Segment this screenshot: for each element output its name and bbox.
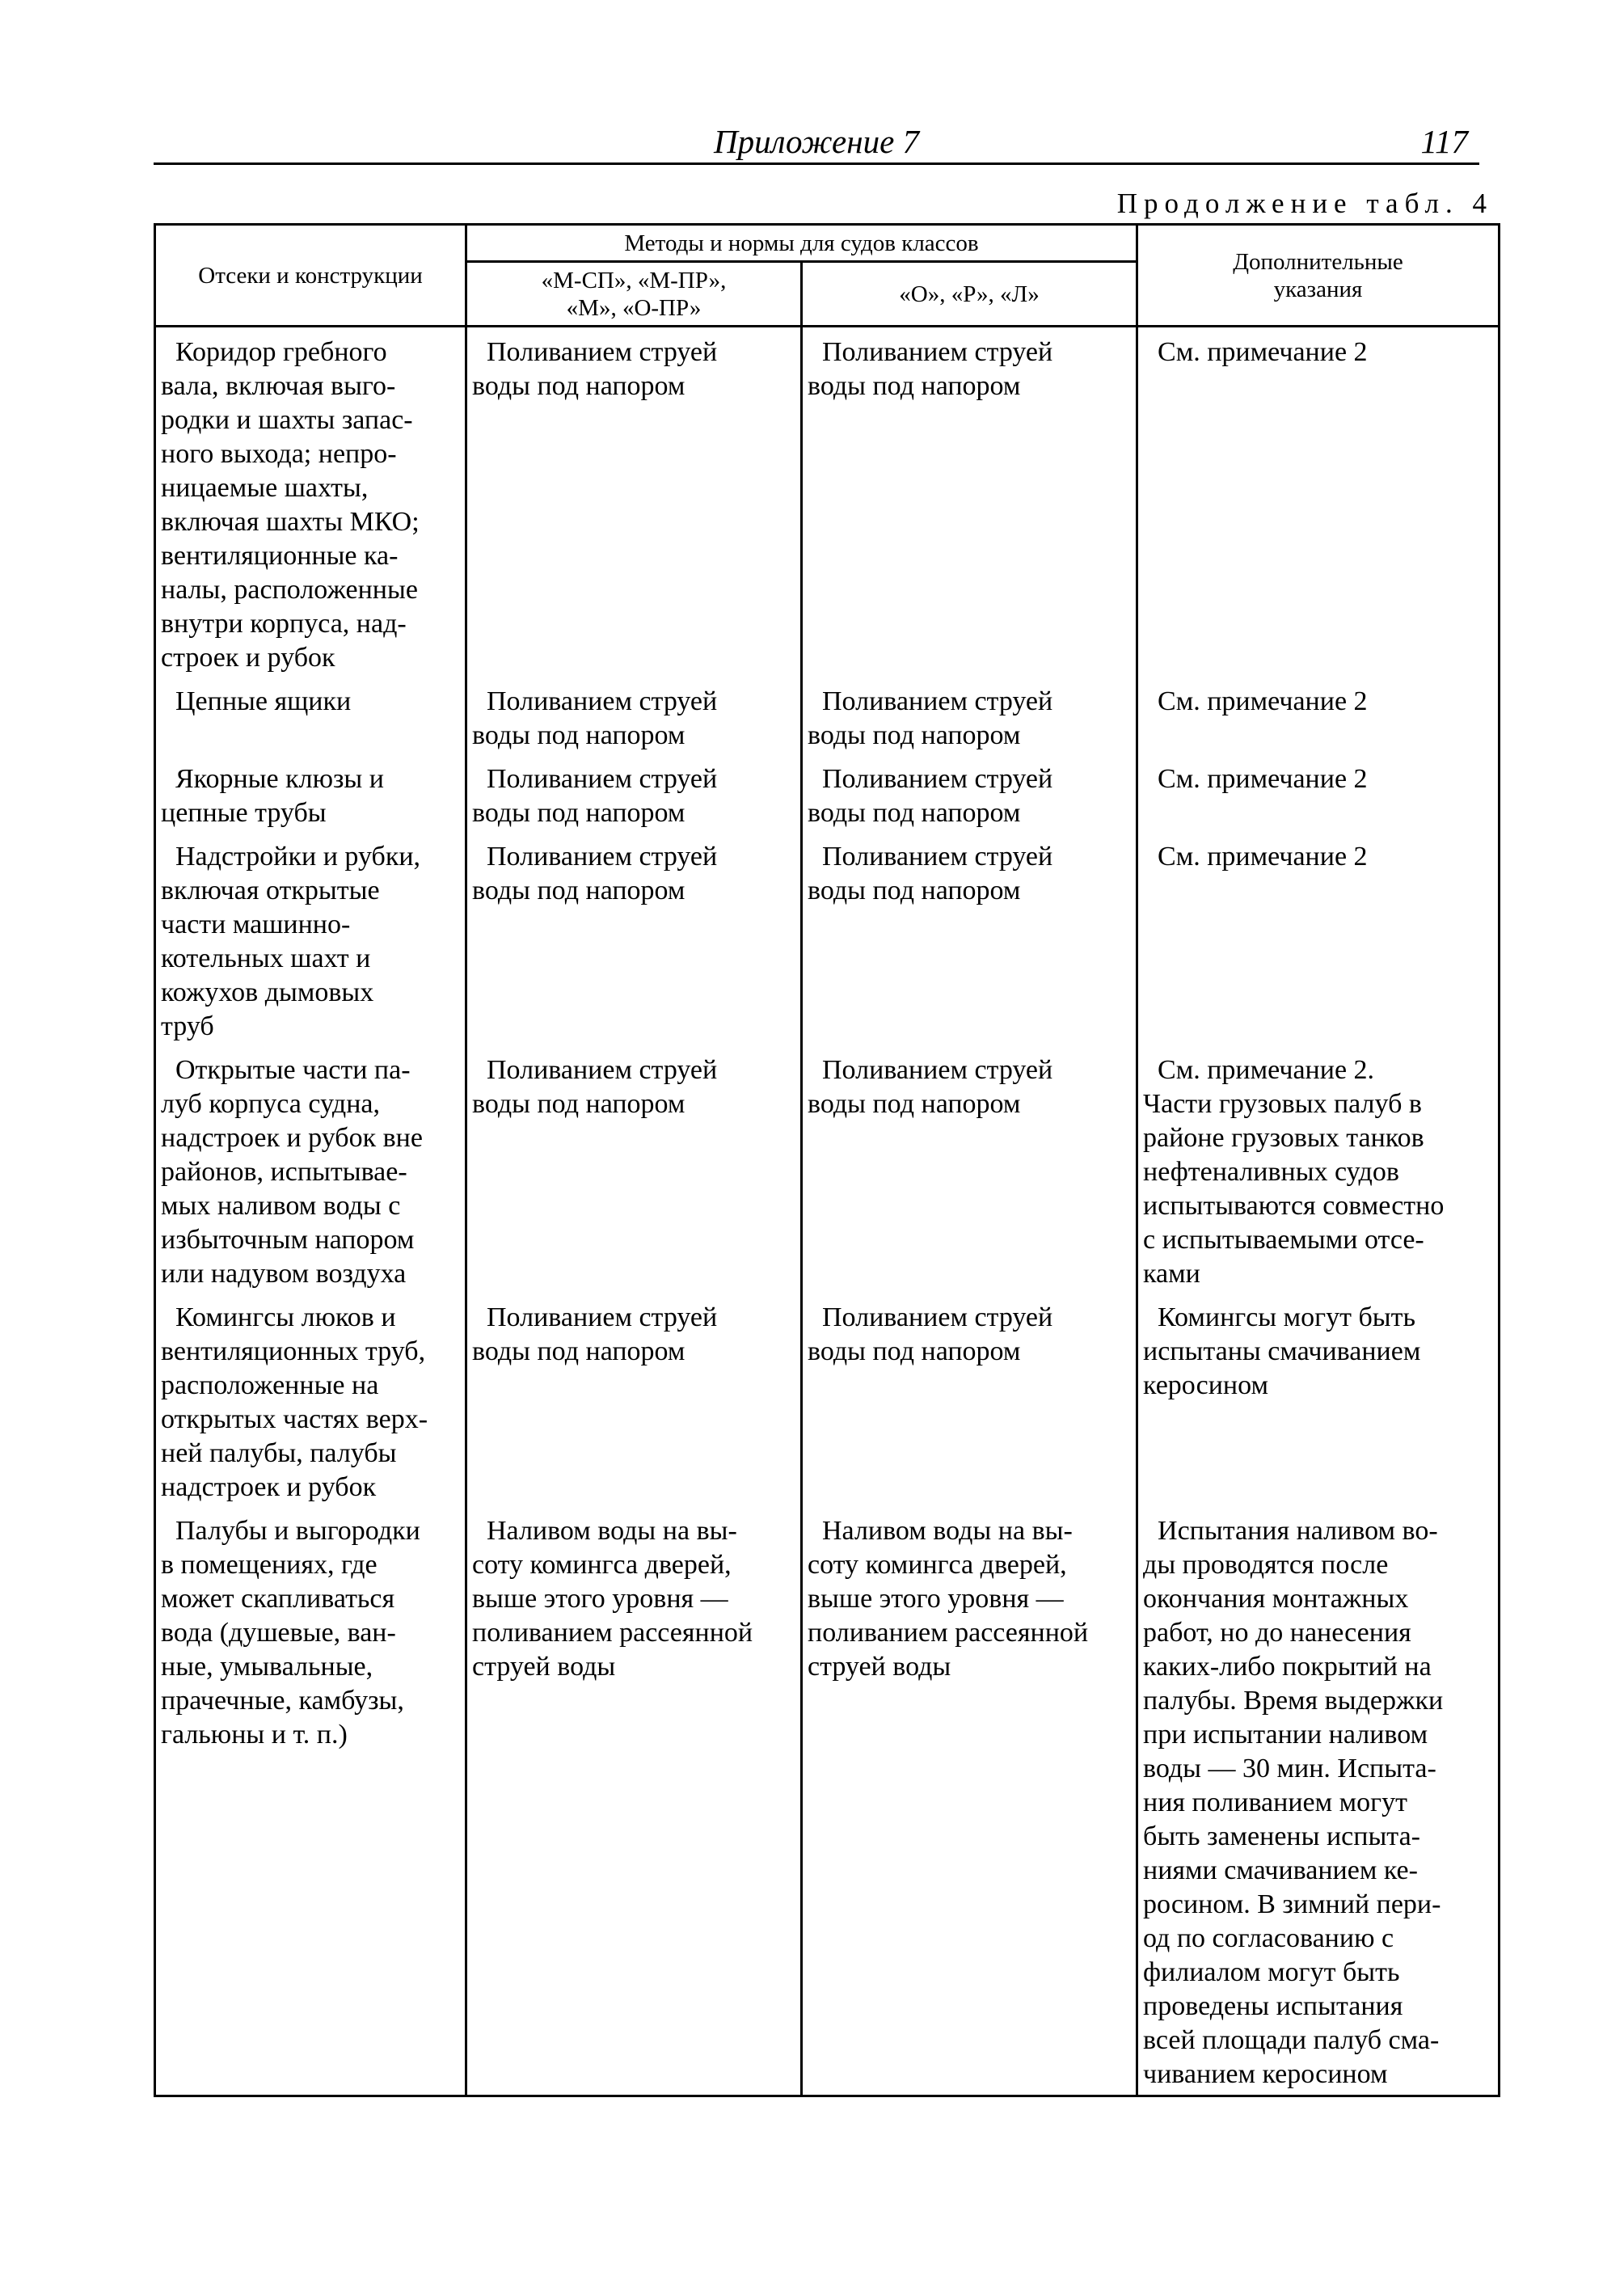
header-compartments: Отсеки и конструкции — [155, 225, 466, 327]
table-row — [155, 835, 1500, 1049]
cell-compartment-text: Якорные клюзы и цепные трубы — [161, 764, 384, 828]
cell-class-orl — [802, 1296, 1137, 1509]
cell-compartment-text: Комингсы люков и вентиляционных труб, расположенные на открытых частях верх- ней палубы, палубы надстроек и рубок — [161, 1302, 428, 1502]
cell-note-text: См. примечание 2. Части грузовых палуб в районе грузовых танков нефтеналивных судов испытываются совместно с испытываемыми отсе- ками — [1143, 1055, 1445, 1289]
cell-class-orl — [802, 835, 1137, 1049]
table-continuation-label: Продолжение табл. 4 — [1116, 188, 1493, 219]
cell-class-msp — [466, 1296, 802, 1509]
cell-note — [1137, 1049, 1500, 1296]
cell-compartment — [155, 1509, 466, 2096]
cell-class-msp — [466, 1509, 802, 2096]
cell-class-msp — [466, 327, 802, 681]
cell-note — [1137, 1509, 1500, 2096]
table-body — [155, 327, 1500, 2096]
cell-compartment-text: Палубы и выгородки в помещениях, где может скапливаться вода (душевые, ван- ные, умывальные, прачечные, камбузы, гальюны и т. п.) — [161, 1516, 420, 1750]
cell-compartment-text: Коридор гребного вала, включая выго- родки и шахты запас- ного выхода; непро- ницаемые шахты, включая шахты МКО; вентиляционные ка- налы, расположенные внутри корпуса, над- строек и рубок — [161, 337, 420, 673]
cell-class-msp — [466, 758, 802, 835]
cell-note-text: Испытания наливом во- ды проводятся после окончания монтажных работ, но до нанесения каких-либо покрытий на палубы. Время выдержки при испытании наливом воды — 30 мин. Испыта- ния поливанием могут быть заменены испыта- ниями смачиванием ке- росином. В зимний пери- од по согласованию с филиалом могут быть проведены испытания всей площади палуб сма- чиванием керосином — [1143, 1516, 1444, 2089]
cell-class-msp-text: Поливанием струей воды под напором — [472, 686, 718, 750]
running-header — [154, 120, 1479, 163]
cell-class-msp-text: Поливанием струей воды под напором — [472, 1055, 718, 1119]
cell-class-orl-text: Поливанием струей воды под напором — [808, 1302, 1053, 1366]
cell-note — [1137, 835, 1500, 1049]
table-row — [155, 680, 1500, 758]
cell-class-orl — [802, 758, 1137, 835]
page-number: 117 — [1420, 123, 1468, 160]
cell-compartment — [155, 327, 466, 681]
header-methods-group: Методы и нормы для судов классов — [466, 225, 1137, 262]
table-row — [155, 758, 1500, 835]
cell-compartment-text: Цепные ящики — [175, 686, 352, 716]
cell-compartment — [155, 1049, 466, 1296]
cell-compartment — [155, 680, 466, 758]
header-class-orl: «О», «Р», «Л» — [802, 262, 1137, 327]
cell-class-orl-text: Поливанием струей воды под напором — [808, 842, 1053, 905]
cell-class-orl — [802, 327, 1137, 681]
header-rule — [154, 163, 1479, 165]
section-title: Приложение 7 — [713, 123, 920, 160]
cell-note — [1137, 327, 1500, 681]
header-notes: Дополнительные указания — [1137, 225, 1500, 327]
table-row — [155, 1049, 1500, 1296]
cell-class-orl — [802, 680, 1137, 758]
cell-class-orl-text: Поливанием струей воды под напором — [808, 1055, 1053, 1119]
cell-compartment — [155, 835, 466, 1049]
cell-class-orl-text: Поливанием струей воды под напором — [808, 764, 1053, 828]
cell-note-text: Комингсы могут быть испытаны смачиванием керосином — [1143, 1302, 1421, 1400]
cell-note — [1137, 1296, 1500, 1509]
cell-class-msp-text: Поливанием струей воды под напором — [472, 764, 718, 828]
table-row — [155, 1509, 1500, 2096]
cell-class-msp-text: Поливанием струей воды под напором — [472, 1302, 718, 1366]
cell-class-msp-text: Наливом воды на вы- соту комингса дверей, выше этого уровня — поливанием рассеянной струей воды — [472, 1516, 753, 1682]
table-row — [155, 327, 1500, 681]
cell-note-text: См. примечание 2 — [1158, 337, 1368, 367]
cell-class-orl — [802, 1509, 1137, 2096]
cell-compartment-text: Открытые части па- луб корпуса судна, надстроек и рубок вне районов, испытывае- мых наливом воды с избыточным напором или надувом воздуха — [161, 1055, 423, 1289]
cell-class-orl-text: Поливанием струей воды под напором — [808, 337, 1053, 401]
header-class-msp: «М-СП», «М-ПР», «М», «О-ПР» — [466, 262, 802, 327]
cell-class-orl-text: Наливом воды на вы- соту комингса дверей, выше этого уровня — поливанием рассеянной струей воды — [808, 1516, 1089, 1682]
cell-class-orl-text: Поливанием струей воды под напором — [808, 686, 1053, 750]
cell-note-text: См. примечание 2 — [1158, 686, 1368, 716]
cell-class-msp-text: Поливанием струей воды под напором — [472, 842, 718, 905]
cell-class-msp — [466, 835, 802, 1049]
cell-class-orl — [802, 1049, 1137, 1296]
cell-note-text: См. примечание 2 — [1158, 764, 1368, 794]
test-methods-table — [154, 223, 1500, 2097]
cell-class-msp — [466, 680, 802, 758]
cell-compartment — [155, 1296, 466, 1509]
table-row — [155, 1296, 1500, 1509]
cell-class-msp — [466, 1049, 802, 1296]
cell-note-text: См. примечание 2 — [1158, 842, 1368, 872]
cell-class-msp-text: Поливанием струей воды под напором — [472, 337, 718, 401]
cell-compartment-text: Надстройки и рубки, включая открытые части машинно- котельных шахт и кожухов дымовых труб — [161, 842, 421, 1041]
cell-note — [1137, 758, 1500, 835]
cell-compartment — [155, 758, 466, 835]
cell-note — [1137, 680, 1500, 758]
